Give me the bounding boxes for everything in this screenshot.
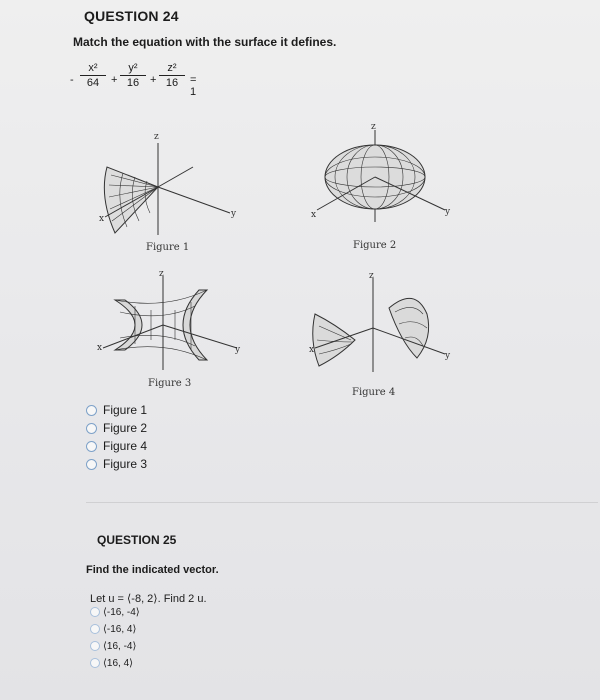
question-24-title: QUESTION 24 [84, 8, 179, 24]
q24-option-1-radio[interactable] [86, 405, 97, 416]
q24-option-1[interactable] [86, 402, 147, 418]
figure-3-z-label: z [159, 269, 164, 279]
figure-2-caption: Figure 2 [353, 240, 397, 251]
q25-option-3-label: ⟨16, -4⟩ [103, 640, 137, 652]
figure-1-x-label: x [99, 214, 105, 224]
figure-3-x-axis [103, 325, 163, 348]
figure-4-z-label: z [369, 271, 374, 281]
q25-option-4[interactable] [90, 656, 133, 670]
figure-2-x-label: x [311, 210, 317, 220]
figure-4-caption: Figure 4 [352, 387, 396, 398]
figure-1-surface [104, 167, 158, 233]
figure-1-y-axis [158, 187, 230, 213]
fraction-x-denominator: 64 [86, 77, 100, 89]
question-25-prompt: Find the indicated vector. [86, 564, 219, 576]
q24-option-3-radio[interactable] [86, 441, 97, 452]
plus-sign-2: + [150, 74, 157, 86]
question-25-title: QUESTION 25 [97, 533, 177, 547]
figure-4-x-label: x [309, 345, 315, 355]
figure-3-y-label: y [235, 345, 241, 355]
q25-option-2-radio[interactable] [90, 624, 100, 634]
figure-3-x-label: x [97, 343, 103, 353]
equation-rhs: = 1 [190, 74, 197, 98]
figure-2-y-label: y [445, 207, 451, 217]
fraction-z [159, 62, 185, 89]
figure-4-y-label: y [445, 351, 451, 361]
figure-2-z-label: z [371, 122, 376, 132]
q24-option-1-label: Figure 1 [103, 403, 148, 417]
q25-option-4-radio[interactable] [90, 658, 100, 668]
q25-option-4-label: ⟨16, 4⟩ [103, 657, 134, 669]
fraction-z-numerator: z² [159, 62, 185, 76]
q24-option-2-radio[interactable] [86, 423, 97, 434]
q25-option-1-label: ⟨-16, -4⟩ [103, 606, 140, 618]
q25-option-3[interactable] [90, 639, 136, 653]
figure-4-graph [305, 272, 455, 382]
figure-1-caption: Figure 1 [146, 242, 190, 253]
figure-1-y-label: y [231, 209, 237, 219]
q25-option-1-radio[interactable] [90, 607, 100, 617]
fraction-z-denominator: 16 [165, 77, 179, 89]
question-25-stem: Let u = ⟨-8, 2⟩. Find 2 u. [90, 593, 207, 605]
q25-option-1[interactable] [90, 605, 140, 619]
q24-option-2[interactable] [86, 420, 147, 436]
plus-sign-1: + [111, 74, 118, 86]
figure-3-surface [115, 290, 207, 360]
q24-option-4-label: Figure 3 [103, 457, 148, 471]
figure-1-axis-back [158, 167, 193, 187]
fraction-y [120, 62, 146, 89]
q25-option-2[interactable] [90, 622, 136, 636]
q24-option-2-label: Figure 2 [103, 421, 148, 435]
question-24-prompt: Match the equation with the surface it defines. [73, 35, 337, 49]
fraction-y-numerator: y² [120, 62, 146, 76]
figure-3-graph [95, 270, 245, 380]
q24-option-3[interactable] [86, 438, 147, 454]
q24-option-3-label: Figure 4 [103, 439, 148, 453]
fraction-x-numerator: x² [80, 62, 106, 76]
figure-3-caption: Figure 3 [148, 378, 192, 389]
fraction-x [80, 62, 106, 89]
fraction-y-denominator: 16 [126, 77, 140, 89]
equation-leading-sign: - [70, 74, 74, 86]
question-divider [86, 502, 598, 503]
figure-1-graph [95, 125, 245, 245]
q24-option-4-radio[interactable] [86, 459, 97, 470]
figure-1-z-label: z [154, 132, 159, 142]
q25-option-2-label: ⟨-16, 4⟩ [103, 623, 137, 635]
q24-option-4[interactable] [86, 456, 147, 472]
q25-option-3-radio[interactable] [90, 641, 100, 651]
figure-2-graph [305, 122, 455, 232]
figure-3-y-axis [163, 325, 237, 348]
